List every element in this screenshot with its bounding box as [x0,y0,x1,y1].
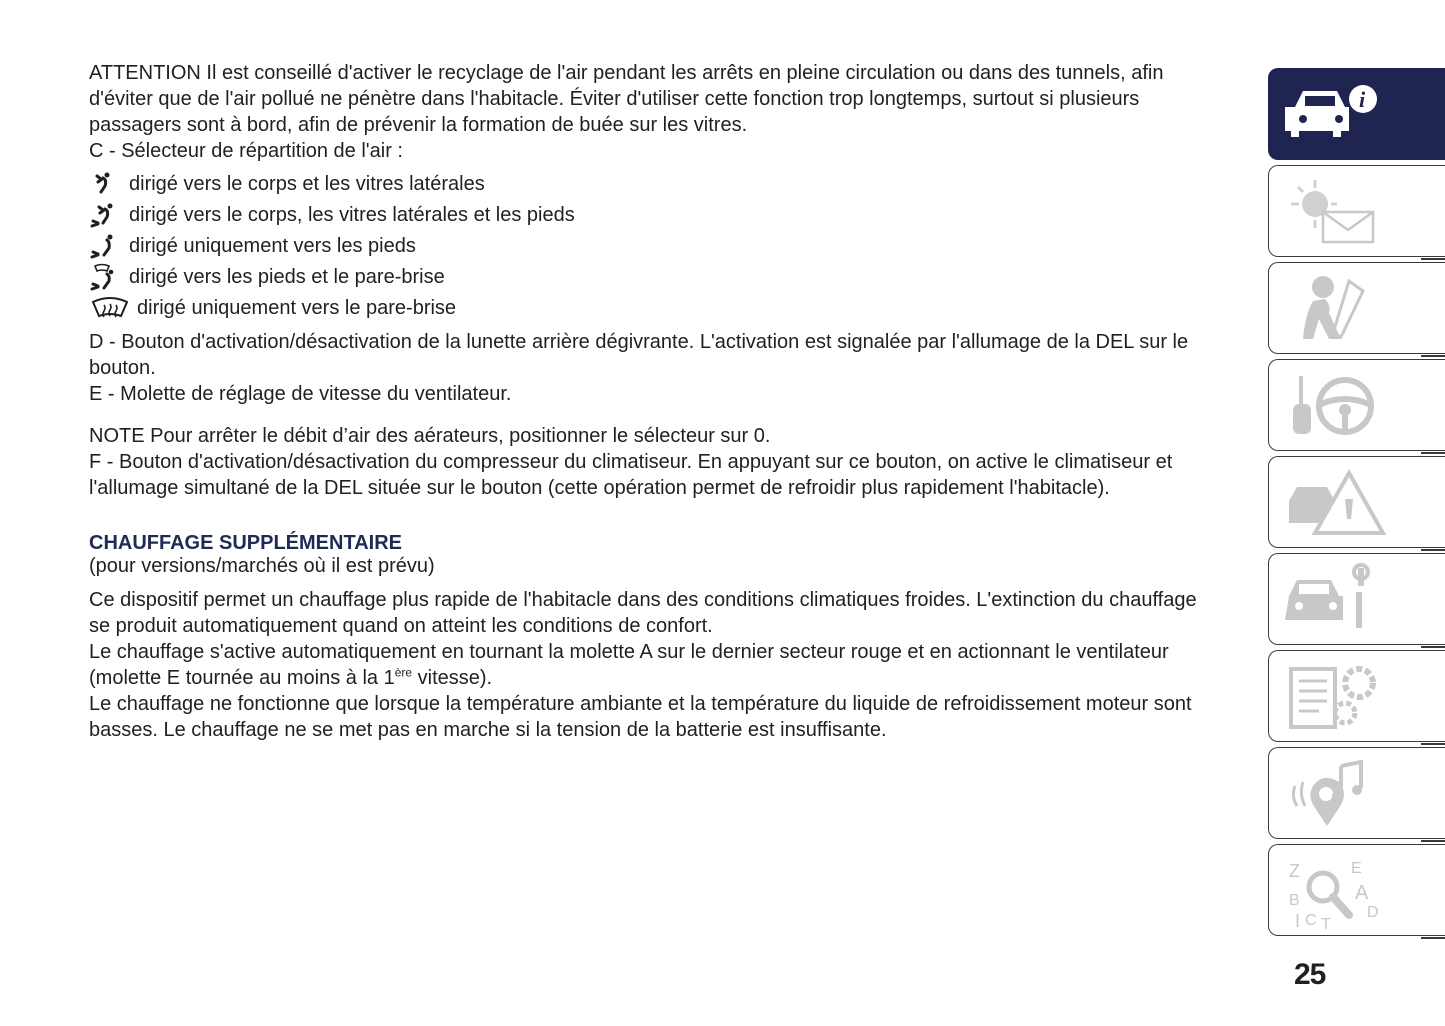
air-mode-label: dirigé uniquement vers le pare-brise [137,296,457,319]
superscript: ère [394,665,413,680]
air-body-feet-icon [89,201,123,229]
tab-index[interactable] [1268,844,1445,936]
car-tools-icon [1283,562,1393,638]
button-f-line-2: l'allumage simultané de la DEL située sur le bouton (cette opération permet de refroidir plus rapidement l'habitacle). [89,477,1110,499]
tab-safety[interactable] [1268,262,1445,354]
air-body-icon [89,170,123,198]
section-heading: CHAUFFAGE SUPPLÉMENTAIRE [89,532,402,554]
tab-multimedia[interactable] [1268,747,1445,839]
index-letter: D [1367,904,1379,921]
list-item [89,230,1239,261]
paragraph-3-line-2: basses. Le chauffage ne se met pas en marche si la tension de la batterie est insuffisante. [89,719,887,741]
index-letter: A [1355,882,1369,904]
windscreen-defrost-icon [89,294,131,322]
button-f-line-1: F - Bouton d'activation/désactivation du compresseur du climatiseur. En appuyant sur ce bouton, on active le climatiseur et [89,451,1173,473]
knob-e-text: E - Molette de réglage de vitesse du ventilateur. [89,383,512,405]
index-letter: I [1295,911,1301,929]
list-item [89,292,1239,323]
air-mode-label: dirigé vers le corps, les vitres latérales et les pieds [129,203,575,226]
air-mode-label: dirigé uniquement vers les pieds [129,234,416,257]
car-warning-triangle-icon [1283,465,1393,541]
main-content [89,60,1239,743]
list-item [89,199,1239,230]
svg-text:i: i [1359,87,1366,112]
index-letter: Z [1289,861,1300,881]
tab-maintenance[interactable] [1268,553,1445,645]
attention-line-2: d'éviter que de l'air pollué ne pénètre dans l'habitacle. Éviter d'utiliser cette fonction trop longtemps, surtout si plusieurs [89,88,1140,110]
lights-messages-icon [1283,174,1393,250]
air-mode-label: dirigé vers les pieds et le pare-brise [129,265,445,288]
paragraph-2-line-2 [89,665,1239,691]
tab-lights-messages[interactable] [1268,165,1445,257]
paragraph-3-line-1: Le chauffage ne fonctionne que lorsque la température ambiante et la température du liquide de refroidissement moteur sont [89,693,1192,715]
button-d-line-2: bouton. [89,357,156,379]
paragraph-2-text-b: vitesse). [412,667,493,689]
index-search-icon [1283,853,1393,929]
air-feet-icon [89,232,123,260]
paragraph-1-line-1: Ce dispositif permet un chauffage plus rapide de l'habitacle dans des conditions climatiques froides. L'extinction du chauffage [89,589,1197,611]
paragraph-2-text-a: (molette E tournée au moins à la 1 [89,667,395,689]
tab-starting-driving[interactable] [1268,359,1445,451]
air-feet-windscreen-icon [89,263,123,291]
specs-gears-icon [1283,659,1393,735]
list-item [89,261,1239,292]
paragraph-1-line-2: se produit automatiquement quand on atteint les conditions de confort. [89,615,713,637]
index-letter: T [1321,916,1331,929]
list-item [89,168,1239,199]
multimedia-music-icon [1283,756,1393,832]
section-subheading: (pour versions/marchés où il est prévu) [89,555,435,577]
index-letter: B [1289,892,1300,909]
attention-line-1: ATTENTION Il est conseillé d'activer le recyclage de l'air pendant les arrêts en pleine circulation ou dans des tunnels, afin [89,62,1164,84]
paragraph-2-line-1: Le chauffage s'active automatiquement en tournant la molette A sur le dernier secteur rouge et en actionnant le ventilateur [89,641,1169,663]
air-mode-list [89,168,1239,323]
safety-airbag-icon [1283,271,1393,347]
index-letter: C [1305,912,1317,929]
tab-technical-data[interactable] [1268,650,1445,742]
car-info-icon [1283,77,1393,153]
note-text: NOTE Pour arrêter le débit d’air des aérateurs, positionner le sélecteur sur 0. [89,425,771,447]
page-number: 25 [1294,958,1326,991]
key-steering-wheel-icon [1283,368,1393,444]
attention-line-3: passagers sont à bord, afin de prévenir la formation de buée sur les vitres. [89,114,748,136]
air-mode-label: dirigé vers le corps et les vitres latérales [129,172,485,195]
button-d-line-1: D - Bouton d'activation/désactivation de la lunette arrière dégivrante. L'activation est signalée par l'allumage de la DEL sur le [89,331,1189,353]
selector-c-intro: C - Sélecteur de répartition de l'air : [89,140,403,162]
tab-knowing-the-car[interactable] [1268,68,1445,160]
index-letter: E [1351,860,1362,877]
tab-emergency[interactable] [1268,456,1445,548]
